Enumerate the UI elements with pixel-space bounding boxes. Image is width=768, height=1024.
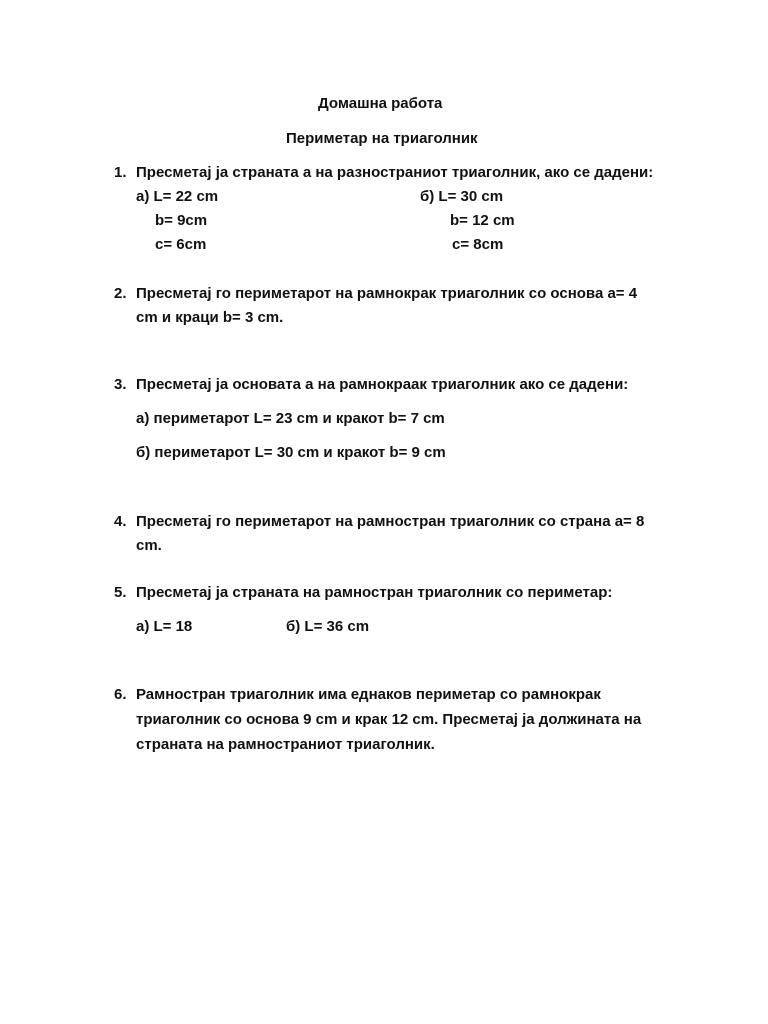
task-number: 3.: [114, 376, 127, 393]
task-number: 5.: [114, 584, 127, 601]
task-text: Пресметај ја страната а на разностраниот триаголник, ако се дадени:: [136, 164, 654, 181]
subitem-a: а) периметарот L= 23 cm и кракот b= 7 cm: [136, 410, 445, 427]
option-a-label: а) L= 22 cm: [136, 188, 219, 205]
task-text: страната на рамностраниот триаголник.: [136, 736, 435, 753]
option-a-c: c= 6cm: [155, 236, 207, 253]
task-text: триаголник со основа 9 cm и крак 12 cm. Пресметај ја должината на: [136, 711, 642, 728]
task-text: cm.: [136, 537, 162, 554]
task-text: Рамностран триаголник има еднаков периметар со рамнокрак: [136, 686, 601, 703]
task-text: Пресметај го периметарот на рамнокрак триаголник со основа а= 4: [136, 285, 638, 302]
task-text: Пресметај го периметарот на рамностран триаголник со страна а= 8: [136, 513, 645, 530]
document-subtitle: Периметар на триаголник: [286, 130, 478, 147]
document-title: Домашна работа: [318, 95, 443, 112]
subitem-a: а) L= 18: [136, 618, 193, 635]
task-number: 4.: [114, 513, 127, 530]
task-number: 1.: [114, 164, 127, 181]
option-b-c: c= 8cm: [452, 236, 504, 253]
subitem-b: б) периметарот L= 30 cm и кракот b= 9 cm: [136, 444, 446, 461]
option-b-label: б) L= 30 cm: [420, 188, 504, 205]
task-text: Пресметај ја страната на рамностран триаголник со периметар:: [136, 584, 613, 601]
task-text: Пресметај ја основата а на рамнокраак триаголник ако се дадени:: [136, 376, 629, 393]
task-number: 6.: [114, 686, 127, 703]
option-a-b: b= 9cm: [155, 212, 208, 229]
task-number: 2.: [114, 285, 127, 302]
task-text: cm и краци b= 3 cm.: [136, 309, 284, 326]
option-b-b: b= 12 cm: [450, 212, 515, 229]
subitem-b: б) L= 36 cm: [286, 618, 370, 635]
